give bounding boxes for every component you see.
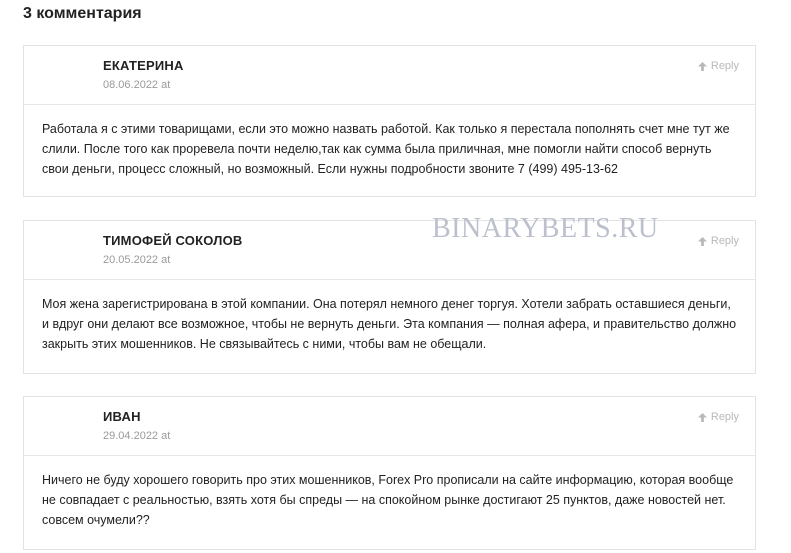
comment-date[interactable]: 08.06.2022 at [103,79,171,91]
reply-label: Reply [710,235,739,247]
watermark: BINARYBETS.RU [432,213,659,244]
reply-label: Reply [710,411,739,423]
comment-card [23,396,756,550]
comment-author[interactable]: ТИМОФЕЙ СОКОЛОВ [103,233,243,248]
comment-header [24,46,755,105]
reply-button[interactable] [698,411,739,423]
reply-arrow-icon [698,413,707,422]
comment-author[interactable]: ИВАН [103,409,141,424]
reply-button[interactable] [698,235,739,247]
reply-button[interactable] [698,60,739,72]
comment-text: Работала я с этими товарищами, если это можно назвать работой. Как только я перестала пополнять счет мне тут же слили. После того как проревела почти неделю,так как сумма была приличная, мне помогли найти способ вернуть свои деньги, процесс сложный, но возможный. Если нужны подробности звоните 7 (499) 495-13-62 [42,122,730,176]
reply-arrow-icon [698,237,707,246]
comment-date[interactable]: 20.05.2022 at [103,254,171,266]
comment-text: Моя жена зарегистрирована в этой компании. Она потерял немного денег торгуя. Хотели забрать оставшиеся деньги, и вдруг они делают все возможное, чтобы не вернуть деньги. Эта компания — полная афера, и правительство должно закрыть этих мошенников. Не связывайтесь с ними, чтобы вам не обещали. [42,297,737,351]
comment-card [23,45,756,197]
comment-header [24,397,755,456]
reply-arrow-icon [698,62,707,71]
reply-label: Reply [710,60,739,72]
comment-date[interactable]: 29.04.2022 at [103,430,171,442]
comment-author[interactable]: ЕКАТЕРИНА [103,58,184,73]
comment-text: Ничего не буду хорошего говорить про этих мошенников, Forex Pro прописали на сайте информацию, которая вообще не совпадает с реальностью, взять хотя бы спреды — на спокойном рынке достигают 25 пунктов, даже новостей нет. совсем очумели?? [42,473,734,527]
comments-count-title: 3 комментария [23,5,142,22]
